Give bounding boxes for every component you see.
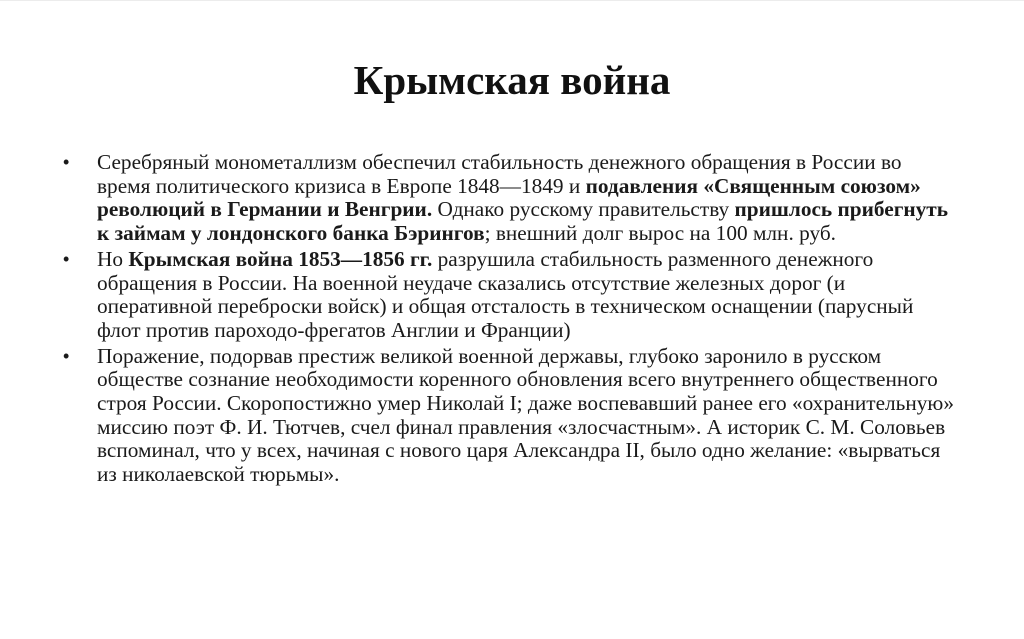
bullet-dot-icon: •	[63, 248, 70, 269]
text-segment: разрушила стабильность разменного денежного обращения в России. На военной неудаче сказались отсутствие железных дорог (и оперативной переброски войск) и общая отсталость в техническом оснащении (парусный флот против пароходо-фрегатов Англии и Франции)	[97, 246, 914, 342]
bold-text-segment: пришлось прибегнуть к займам у лондонского банка Бэрингов	[97, 197, 949, 246]
text-segment: Поражение, подорвав престиж великой военной державы, глубоко заронило в русском обществе сознание необходимости коренного обновления всего внутреннего общественного строя России. Скоропостижно умер Николай I; даже воспевавший ранее его «охранительную» миссию поэт Ф. И. Тютчев, счел финал правления «злосчастным». А историк С. М. Соловьев вспоминал, что у всех, начиная с нового царя Александра II, было одно желание: «вырваться из николаевской тюрьмы».	[97, 343, 954, 487]
bold-text-segment: подавления «Священным союзом» революций в Германии и Венгрии.	[97, 173, 921, 222]
text-segment: Однако русскому правительству	[432, 197, 735, 222]
bullet-dot-icon: •	[63, 345, 70, 366]
bullet-item-3	[60, 345, 960, 487]
bold-text-segment: Крымская война 1853—1856 гг.	[128, 246, 433, 271]
bullet-text	[97, 344, 954, 487]
slide-title: Крымская война	[353, 57, 671, 103]
text-segment: ; внешний долг вырос на 100 млн. руб.	[484, 221, 836, 246]
bullet-item-2	[60, 248, 960, 343]
bullet-text	[97, 247, 913, 342]
text-segment: Но	[97, 246, 129, 271]
bullet-list	[60, 151, 960, 489]
slide-top-border	[0, 0, 1024, 1]
bullet-item-1	[60, 151, 960, 246]
bullet-dot-icon: •	[63, 152, 70, 172]
bullet-text	[97, 150, 948, 245]
text-segment: Серебряный монометаллизм обеспечил стабильность денежного обращения в России во время политического кризиса в Европе 1848—1849 и	[97, 150, 902, 198]
